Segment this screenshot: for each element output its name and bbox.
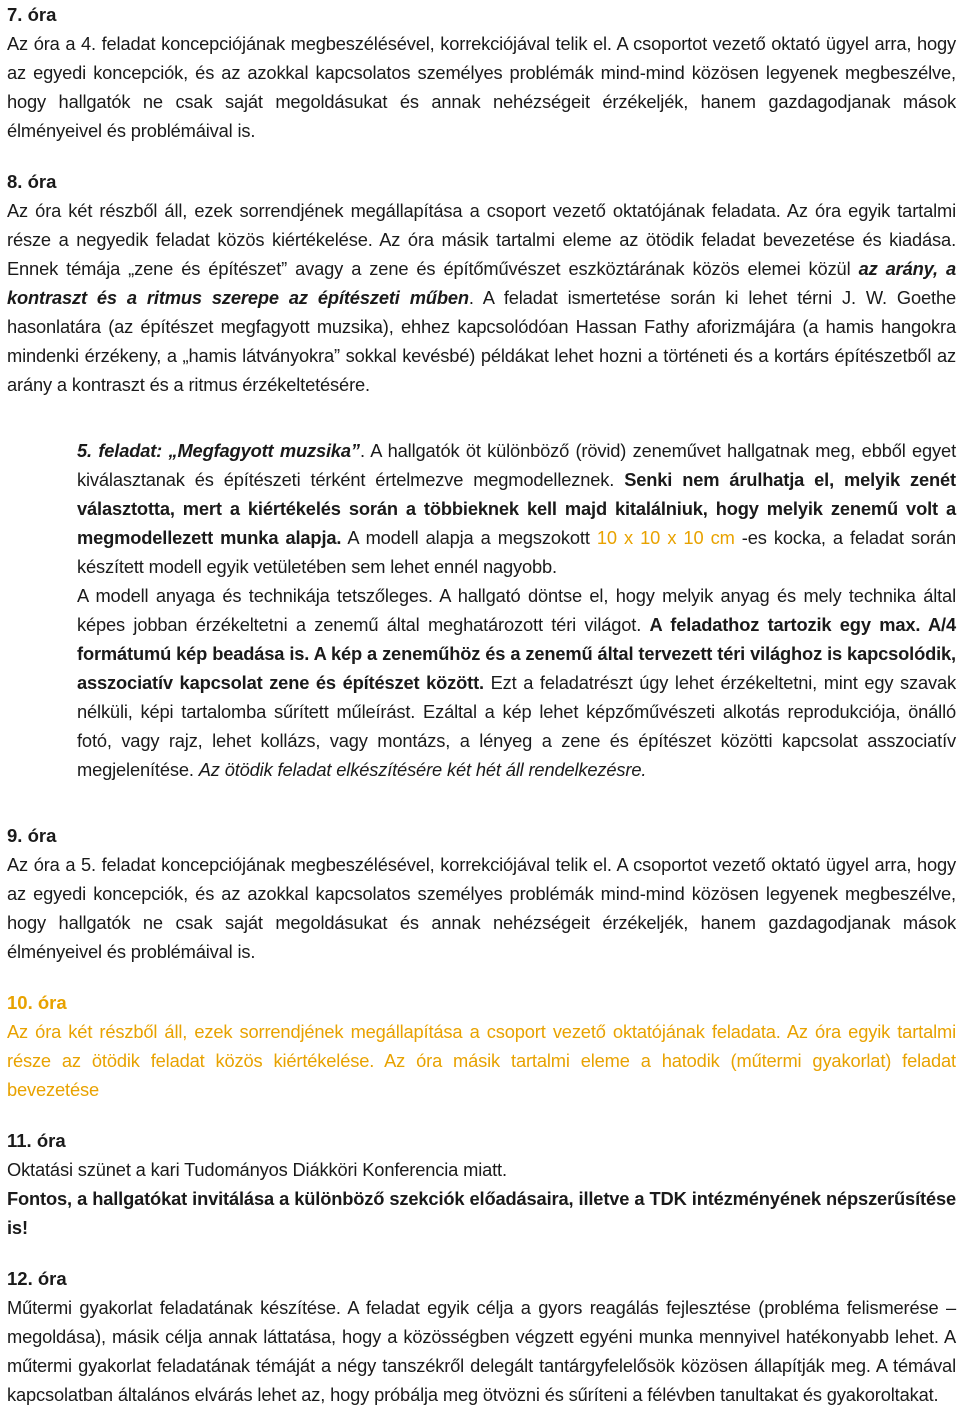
section-12 bbox=[7, 1264, 956, 1409]
section-heading: 11. óra bbox=[7, 1130, 66, 1151]
bold-text: Senki nem árulhatja el, melyik zenét választotta, mert a kiértékelés során a többieknek kell majd kitalálniuk, hogy melyik zenemű volt a megmodellezett munka alapja. bbox=[77, 469, 956, 548]
section-heading: 10. óra bbox=[7, 992, 67, 1013]
section-9 bbox=[7, 821, 956, 966]
bold-text: A feladathoz tartozik egy max. A/4 formátumú kép beadása is. A kép a zeneműhöz és a zenemű által tervezett téri világhoz is kapcsolódik, asszociatív kapcsolat zene és építészet között. bbox=[77, 614, 956, 693]
text-run: . A hallgatók öt különböző (rövid) zeneművet hallgatnak meg, ebből egyet kiválasztanak és építészeti térként értelmezve megmodelleznek. bbox=[77, 440, 956, 490]
text-run: A modell alapja a megszokott bbox=[341, 527, 597, 548]
section-heading: 7. óra bbox=[7, 4, 57, 25]
text-run: -es kocka, a feladat során készített modell egyik vetületében sem lehet ennél nagyobb. bbox=[77, 527, 956, 577]
emphasis-text: az arány, a kontraszt és a ritmus szerepe az építészeti műben bbox=[7, 258, 956, 308]
paragraph bbox=[77, 436, 956, 581]
paragraph: Az óra a 5. feladat koncepciójának megbeszélésével, korrekciójával telik el. A csoportot vezető oktató ügyel arra, hogy az egyedi koncepciók, és az azokkal kapcsolatos személyes problémák mind-mind közösen legyenek megbeszélve, hogy hallgatók ne csak saját megoldásukat és annak nehézségeit érzékeljék, hanem gazdagodjanak mások élményeivel és problémáival is. bbox=[7, 854, 956, 962]
paragraph bbox=[7, 196, 956, 399]
highlighted-paragraph: Az óra két részből áll, ezek sorrendjének megállapítása a csoport vezető oktatójának feladata. Az óra egyik tartalmi része az ötödik feladat közös kiértékelése. Az óra másik tartalmi eleme a hatodik (műtermi gyakorlat) feladat bevezetése bbox=[7, 1021, 956, 1100]
task-title: 5. feladat: „Megfagyott muzsika” bbox=[77, 440, 360, 461]
paragraph: Az óra a 4. feladat koncepciójának megbeszélésével, korrekciójával telik el. A csoportot vezető oktató ügyel arra, hogy az egyedi koncepciók, és az azokkal kapcsolatos személyes problémák mind-mind közösen legyenek megbeszélve, hogy hallgatók ne csak saját megoldásukat és annak nehézségeit érzékeljék, hanem gazdagodjanak mások élményeivel és problémáival is. bbox=[7, 33, 956, 141]
bold-paragraph: Fontos, a hallgatókat invitálása a különböző szekciók előadásaira, illetve a TDK intézményének népszerűsítése is! bbox=[7, 1188, 956, 1238]
text-run: . A feladat ismertetése során ki lehet térni J. W. Goethe hasonlatára (az építészet megfagyott muzsika), ehhez kapcsolódóan Hassan Fathy aforizmájára (a hamis hangokra mindenki érzékeny, a „hamis látványokra” sokkal kevésbé) példákat lehet hozni a történeti és a kortárs építészetből az arány a kontraszt és a ritmus érzékeltetésére. bbox=[7, 287, 956, 395]
italic-text: Az ötödik feladat elkészítésére két hét áll rendelkezésre. bbox=[198, 759, 647, 780]
paragraph: Műtermi gyakorlat feladatának készítése. A feladat egyik célja a gyors reagálás fejlesztése (probléma felismerése – megoldása), másik célja annak láttatása, hogy a közösségben végzett egyéni munka mennyivel hatékonyabb lehet. A műtermi gyakorlat feladatának témáját a négy tanszékről delegált tantárgyfelelősök közösen állapítják meg. A témával kapcsolatban általános elvárás lehet az, hogy próbálja meg ötvözni és sűríteni a félévben tanultakat és gyakoroltakat. bbox=[7, 1297, 956, 1405]
section-7 bbox=[7, 0, 956, 145]
paragraph: Oktatási szünet a kari Tudományos Diákköri Konferencia miatt. bbox=[7, 1159, 507, 1180]
section-heading: 9. óra bbox=[7, 825, 57, 846]
section-8 bbox=[7, 167, 956, 399]
paragraph bbox=[77, 581, 956, 784]
section-heading: 8. óra bbox=[7, 171, 57, 192]
highlighted-size: 10 x 10 x 10 cm bbox=[596, 527, 735, 548]
section-11 bbox=[7, 1126, 956, 1242]
text-run: Ezt a feladatrészt úgy lehet érzékeltetni, mint egy szavak nélküli, képi tartalomba sűrített műleírást. Ezáltal a kép lehet képzőművészeti alkotás reprodukciója, önálló fotó, vagy rajz, lehet kollázs, vagy montázs, a lényeg a zene és építészet közötti kapcsolat asszociatív megjelenítése. bbox=[77, 672, 956, 780]
task-5-block bbox=[77, 436, 956, 784]
section-heading: 12. óra bbox=[7, 1268, 67, 1289]
text-run: Az óra két részből áll, ezek sorrendjének megállapítása a csoport vezető oktatójának feladata. Az óra egyik tartalmi része a negyedik feladat közös kiértékelése. Az óra másik tartalmi eleme az ötödik feladat bevezetése és kiadása. Ennek témája „zene és építészet” avagy a zene és építőművészet eszköztárának közös elemei közül bbox=[7, 200, 956, 279]
text-run: A modell anyaga és technikája tetszőleges. A hallgató döntse el, hogy melyik anyag és mely technika által képes jobban érzékeltetni a zenemű által meghatározott téri világot. bbox=[77, 585, 956, 635]
section-10 bbox=[7, 988, 956, 1104]
